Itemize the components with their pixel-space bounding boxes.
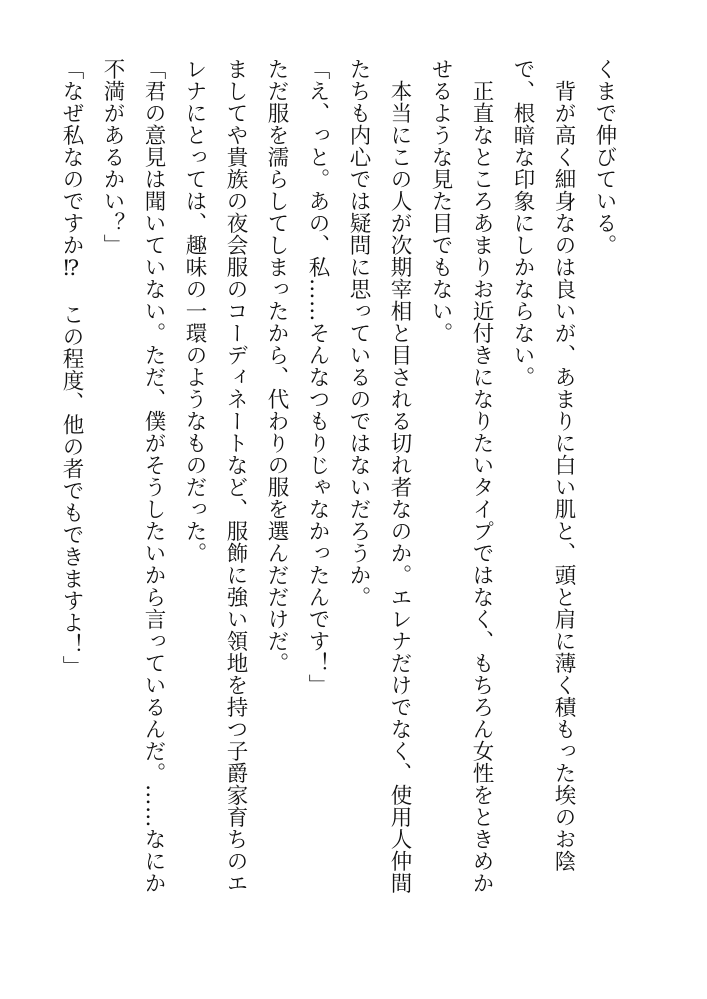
vertical-text-body: [51, 58, 625, 958]
text-line-2: 背が高く細身なのは良いが、あまりに白い肌と、頭と肩に薄く積もった埃のお陰: [551, 58, 576, 872]
text-line-5: せるような見た目でもない。: [428, 58, 453, 344]
text-line-6: 本当にこの人が次期宰相と目される切れ者なのか。エレナだけでなく、使用人仲間: [387, 58, 412, 894]
text-line-7: たちも内心では疑問に思っているのではないだろうか。: [346, 58, 371, 608]
text-line-3: で、根暗な印象にしかならない。: [510, 58, 535, 388]
text-line-11: レナにとっては、趣味の一環のようなものだった。: [182, 58, 207, 564]
text-line-12: 「君の意見は聞いていない。ただ、僕がそうしたいから言っているんだ。……なにか: [141, 58, 166, 894]
text-line-4: 正直なところあまりお近付きになりたいタイプではなく、もちろん女性をときめか: [469, 58, 494, 894]
text-line-14: 「なぜ私なのですか⁉ この程度、他の者でもできますよ！」: [59, 58, 84, 678]
text-line-10: ましてや貴族の夜会服のコーディネートなど、服飾に強い領地を持つ子爵家育ちのエ: [223, 58, 248, 894]
text-line-8: 「え、っと。あの、私……そんなつもりじゃなかったんです！」: [305, 58, 330, 696]
text-line-13: 不満があるかい？」: [100, 58, 125, 256]
text-line-9: ただ服を濡らしてしまったから、代わりの服を選んだだけだ。: [264, 58, 289, 674]
text-line-1: くまで伸びている。: [592, 58, 617, 256]
